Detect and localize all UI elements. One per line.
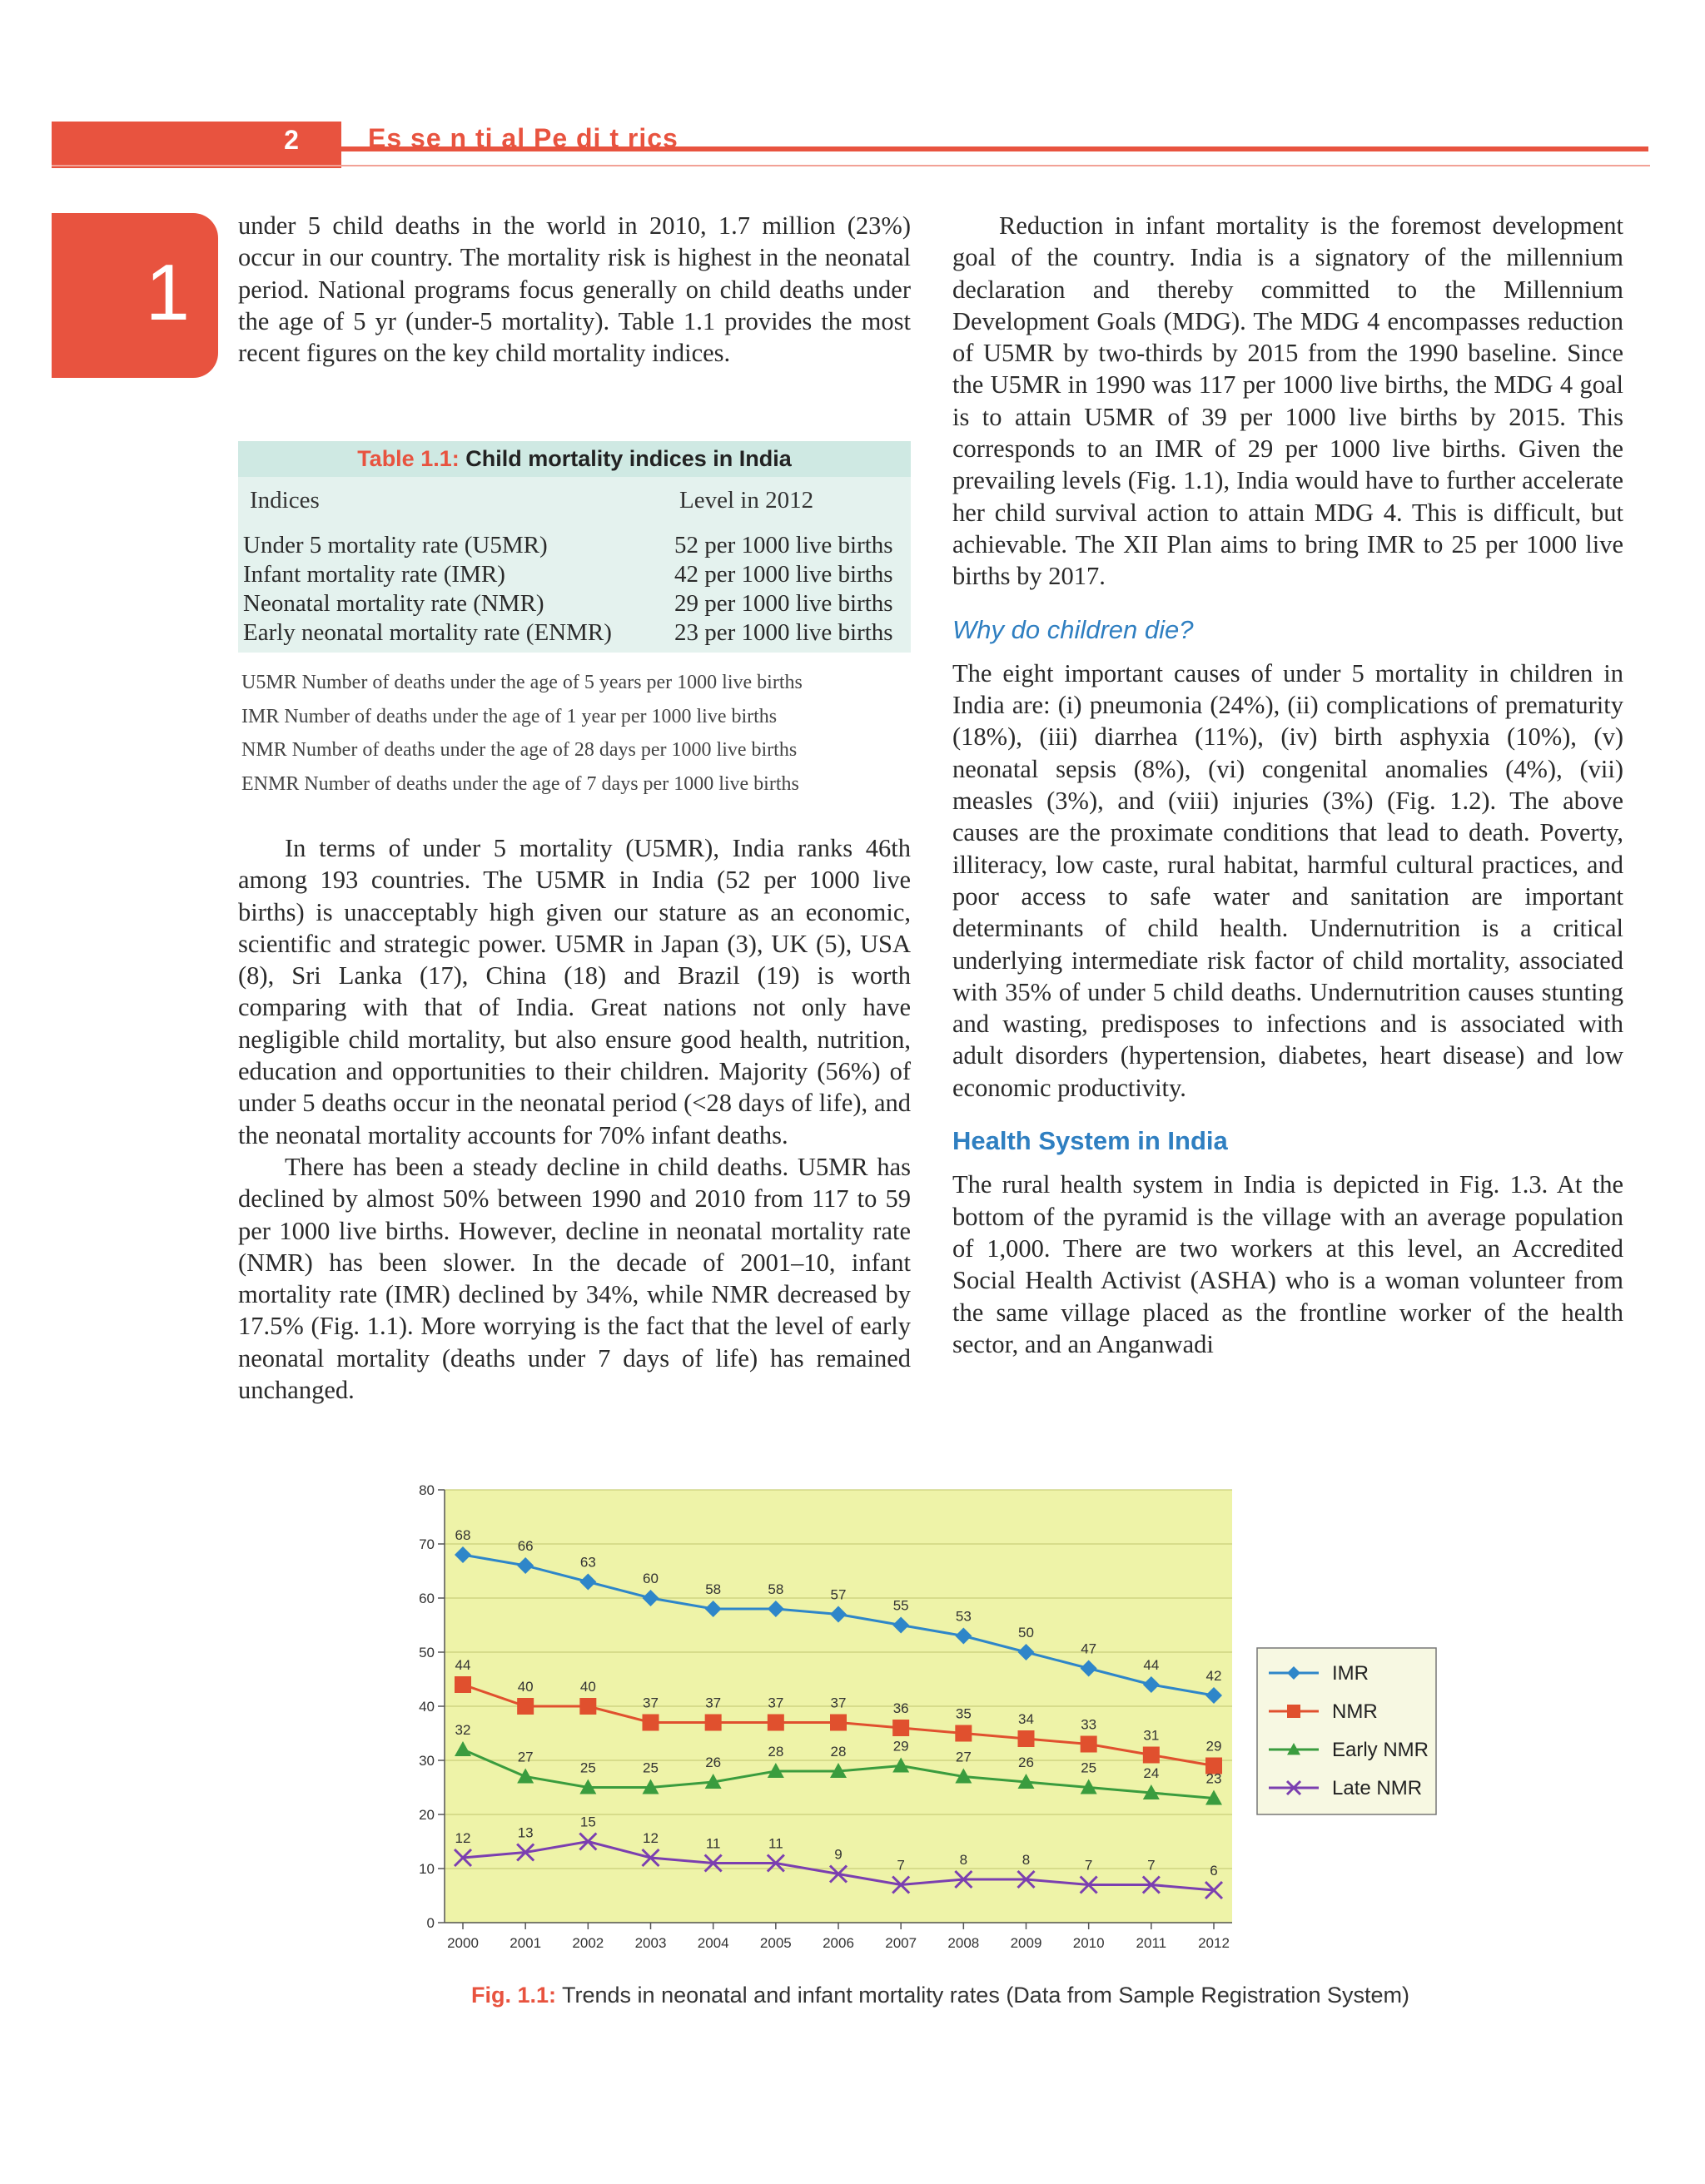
mortality-trend-chart	[400, 1473, 1449, 1973]
data-label: 32	[455, 1722, 471, 1738]
data-label: 44	[455, 1657, 471, 1673]
data-label: 37	[705, 1695, 722, 1711]
table-row	[238, 531, 911, 560]
point-marker	[579, 1698, 596, 1715]
right-column	[952, 210, 1623, 1360]
data-label: 40	[579, 1679, 596, 1695]
point-marker	[892, 1720, 909, 1736]
section-heading: Health System in India	[952, 1126, 1228, 1156]
data-label: 57	[830, 1586, 847, 1603]
point-marker	[643, 1715, 659, 1731]
data-label: 6	[1210, 1863, 1218, 1879]
data-label: 31	[1143, 1727, 1160, 1744]
data-label: 40	[517, 1679, 534, 1695]
x-tick-label: 2012	[1198, 1935, 1230, 1951]
table-header-row	[238, 477, 911, 531]
x-tick-label: 2007	[885, 1935, 917, 1951]
legend-label: IMR	[1332, 1662, 1369, 1685]
figure-label: Fig. 1.1:	[471, 1983, 557, 2008]
data-label: 36	[892, 1700, 909, 1716]
table-col-level: Level in 2012	[679, 487, 814, 514]
y-tick-label: 70	[419, 1536, 435, 1552]
data-label: 35	[955, 1705, 972, 1722]
x-tick-label: 2005	[759, 1935, 792, 1951]
figure-caption	[471, 1983, 1470, 2008]
x-tick-label: 2011	[1136, 1935, 1167, 1951]
y-tick-label: 40	[419, 1699, 435, 1715]
table-note: IMR Number of deaths under the age of 1 year per 1000 live births	[241, 705, 778, 727]
data-label: 26	[705, 1755, 722, 1770]
x-tick-label: 2004	[697, 1935, 729, 1951]
data-label: 47	[1081, 1640, 1097, 1657]
data-label: 12	[643, 1830, 659, 1846]
x-tick-label: 2006	[823, 1935, 854, 1951]
y-tick-label: 0	[426, 1915, 435, 1931]
figure-chart	[400, 1473, 1449, 1973]
x-tick-label: 2009	[1010, 1935, 1042, 1951]
x-tick-label: 2010	[1072, 1935, 1105, 1951]
data-label: 8	[959, 1852, 968, 1868]
book-title: Es se n ti al Pe di t rics	[368, 123, 679, 153]
data-label: 23	[1205, 1770, 1222, 1787]
figure-caption-text: Trends in neonatal and infant mortality rates (Data from Sample Registration System)	[556, 1983, 1409, 2008]
point-marker	[705, 1715, 722, 1731]
chapter-tab	[52, 213, 218, 378]
data-label: 58	[768, 1581, 784, 1597]
y-tick-label: 10	[419, 1861, 435, 1877]
table-cell: 23 per 1000 live births	[674, 619, 893, 646]
data-label: 11	[768, 1835, 783, 1852]
data-label: 55	[892, 1597, 909, 1614]
data-label: 25	[579, 1760, 596, 1776]
paragraph: The eight important causes of under 5 mortality in children in India are: (i) pneumonia (24%), (ii) complications of prematurity (18%), (iii) diarrhea (11%), (iv) birth asphyxia (10%), (v) neonatal sepsis (8%), (vi) congenital anomalies (4%), (vii) measles (3%), and (viii) injuries (3%) (Fig. 1.2). The above causes are the proximate conditions that lead to death. Poverty, illiteracy, low caste, rural habitat, harmful cultural practices, and poor access to safe water and sanitation are important determinants of child health. Undernutrition is a critical underlying intermediate risk factor of child mortality, associated with 35% of under 5 child deaths. Undernutrition causes stunting and wasting, predisposes to infections and is associated with adult disorders (hypertension, diabetes, heart disease) and low economic productivity.	[952, 658, 1623, 1102]
data-label: 25	[1081, 1760, 1097, 1776]
paragraph: There has been a steady decline in child deaths. U5MR has declined by almost 50% between 1990 and 2010 from 117 to 59 per 1000 live births. However, decline in neonatal mortality rate (NMR) has been slower. In the decade of 2001–10, infant mortality rate (IMR) declined by 34%, while NMR decreased by 17.5% (Fig. 1.1). More worrying is the fact that the level of early neonatal mortality (deaths under 7 days of life) has remained unchanged.	[238, 1152, 911, 1405]
paragraph: The rural health system in India is depicted in Fig. 1.3. At the bottom of the pyramid is the village with an average population of 1,000. There are two workers at this level, an Accredited Social Health Activist (ASHA) who is a woman volunteer from the same village placed as the frontline worker of the health sector, and an Anganwadi	[952, 1170, 1623, 1358]
legend-label: Late NMR	[1332, 1777, 1423, 1799]
x-tick-label: 2000	[447, 1935, 479, 1951]
point-marker	[1287, 1705, 1300, 1718]
table-label: Table 1.1:	[357, 446, 460, 471]
point-marker	[830, 1715, 847, 1731]
left-column-body	[238, 832, 911, 1406]
data-label: 27	[955, 1749, 972, 1765]
data-label: 29	[892, 1738, 909, 1755]
data-label: 8	[1022, 1852, 1031, 1868]
data-label: 58	[705, 1581, 722, 1597]
data-label: 68	[455, 1527, 471, 1543]
x-tick-label: 2002	[572, 1935, 604, 1951]
table-row	[238, 589, 911, 618]
point-marker	[768, 1715, 784, 1731]
table-cell: Infant mortality rate (IMR)	[243, 561, 505, 588]
y-tick-label: 80	[419, 1482, 435, 1498]
table-cell: Under 5 mortality rate (U5MR)	[243, 532, 548, 558]
table-col-indices: Indices	[250, 487, 320, 514]
data-label: 63	[579, 1554, 596, 1571]
table-note: U5MR Number of deaths under the age of 5 years per 1000 live births	[241, 672, 803, 693]
point-marker	[455, 1676, 471, 1693]
y-tick-label: 20	[419, 1807, 435, 1823]
page-number: 2	[284, 125, 299, 155]
chapter-number: 1	[145, 248, 190, 337]
table-cell: Early neonatal mortality rate (ENMR)	[243, 619, 612, 646]
point-marker	[955, 1725, 972, 1742]
header-rule-thin	[52, 165, 1650, 166]
data-label: 42	[1205, 1668, 1222, 1684]
x-tick-label: 2008	[947, 1935, 980, 1951]
data-label: 37	[768, 1695, 784, 1711]
data-label: 66	[517, 1538, 534, 1554]
paragraph: In terms of under 5 mortality (U5MR), India ranks 46th among 193 countries. The U5MR in India (52 per 1000 live births) is unacceptably high given our stature as an economic, scientific and strategic power. U5MR in Japan (3), UK (5), USA (8), Sri Lanka (17), China (18) and Brazil (19) is worth comparing with that of India. Great nations not only have negligible child mortality, but also ensure good health, nutrition, education and opportunities to their children. Majority (56%) of under 5 deaths occur in the neonatal period (<28 days of life), and the neonatal mortality accounts for 70% infant deaths.	[238, 834, 911, 1149]
table-title	[238, 441, 911, 477]
data-label: 7	[1147, 1857, 1156, 1874]
table-title-text: Child mortality indices in India	[459, 446, 792, 471]
data-label: 13	[517, 1824, 534, 1841]
point-marker	[1081, 1736, 1097, 1753]
point-marker	[517, 1698, 534, 1715]
legend-label: Early NMR	[1332, 1739, 1429, 1761]
table-cell: 42 per 1000 live births	[674, 561, 893, 588]
data-label: 50	[1018, 1625, 1034, 1640]
table-row	[238, 618, 911, 648]
data-label: 9	[834, 1846, 843, 1863]
data-label: 44	[1143, 1657, 1160, 1673]
data-label: 25	[643, 1760, 659, 1776]
data-label: 28	[768, 1744, 784, 1760]
data-label: 15	[579, 1814, 596, 1830]
data-label: 33	[1081, 1716, 1097, 1733]
point-marker	[1018, 1730, 1035, 1747]
data-label: 53	[955, 1608, 972, 1625]
data-label: 60	[643, 1571, 659, 1586]
data-label: 34	[1018, 1711, 1034, 1727]
table-note: NMR Number of deaths under the age of 28 days per 1000 live births	[241, 739, 798, 762]
table-cell: 52 per 1000 live births	[674, 532, 893, 558]
data-label: 37	[830, 1695, 847, 1711]
x-tick-label: 2003	[634, 1935, 667, 1951]
section-heading: Why do children die?	[952, 614, 1194, 644]
table-cell: Neonatal mortality rate (NMR)	[243, 590, 544, 617]
mortality-table	[238, 441, 911, 653]
paragraph: Reduction in infant mortality is the foremost development goal of the country. India is a signatory of the millennium declaration and thereby committed to the Millennium Development Goals (MDG). The MDG 4 encompasses reduction of U5MR by two-thirds by 2015 from the 1990 baseline. Since the U5MR in 1990 was 117 per 1000 live births, the MDG 4 goal is to attain U5MR of 39 per 1000 live births by 2015. This corresponds to an IMR of 29 per 1000 live births. Given the prevailing levels (Fig. 1.1), India would have to further accelerate her child survival action to attain MDG 4. This is difficult, but achievable. The XII Plan aims to bring IMR to 25 per 1000 live births by 2017.	[952, 211, 1623, 591]
y-tick-label: 30	[419, 1753, 435, 1769]
table-notes	[241, 666, 914, 801]
y-tick-label: 50	[419, 1645, 435, 1660]
x-tick-label: 2001	[510, 1935, 542, 1951]
data-label: 7	[897, 1857, 905, 1874]
data-label: 37	[643, 1695, 659, 1711]
data-label: 26	[1018, 1755, 1034, 1770]
table-note: ENMR Number of deaths under the age of 7 days per 1000 live births	[241, 772, 799, 795]
point-marker	[1143, 1747, 1160, 1764]
table-row	[238, 560, 911, 589]
data-label: 12	[455, 1830, 471, 1846]
data-label: 29	[1205, 1738, 1222, 1755]
left-column-intro	[238, 210, 911, 369]
table-cell: 29 per 1000 live births	[674, 590, 893, 617]
paragraph: under 5 child deaths in the world in 2010, 1.7 million (23%) occur in our country. The mortality risk is highest in the neonatal period. National programs focus generally on child deaths under the age of 5 yr (under-5 mortality). Table 1.1 provides the most recent figures on the key child mortality indices.	[238, 211, 911, 368]
data-label: 28	[830, 1744, 847, 1760]
data-label: 7	[1084, 1857, 1093, 1874]
legend-label: NMR	[1332, 1700, 1378, 1723]
data-label: 27	[517, 1749, 534, 1765]
data-label: 11	[705, 1835, 721, 1852]
data-label: 24	[1143, 1765, 1160, 1781]
y-tick-label: 60	[419, 1591, 435, 1606]
